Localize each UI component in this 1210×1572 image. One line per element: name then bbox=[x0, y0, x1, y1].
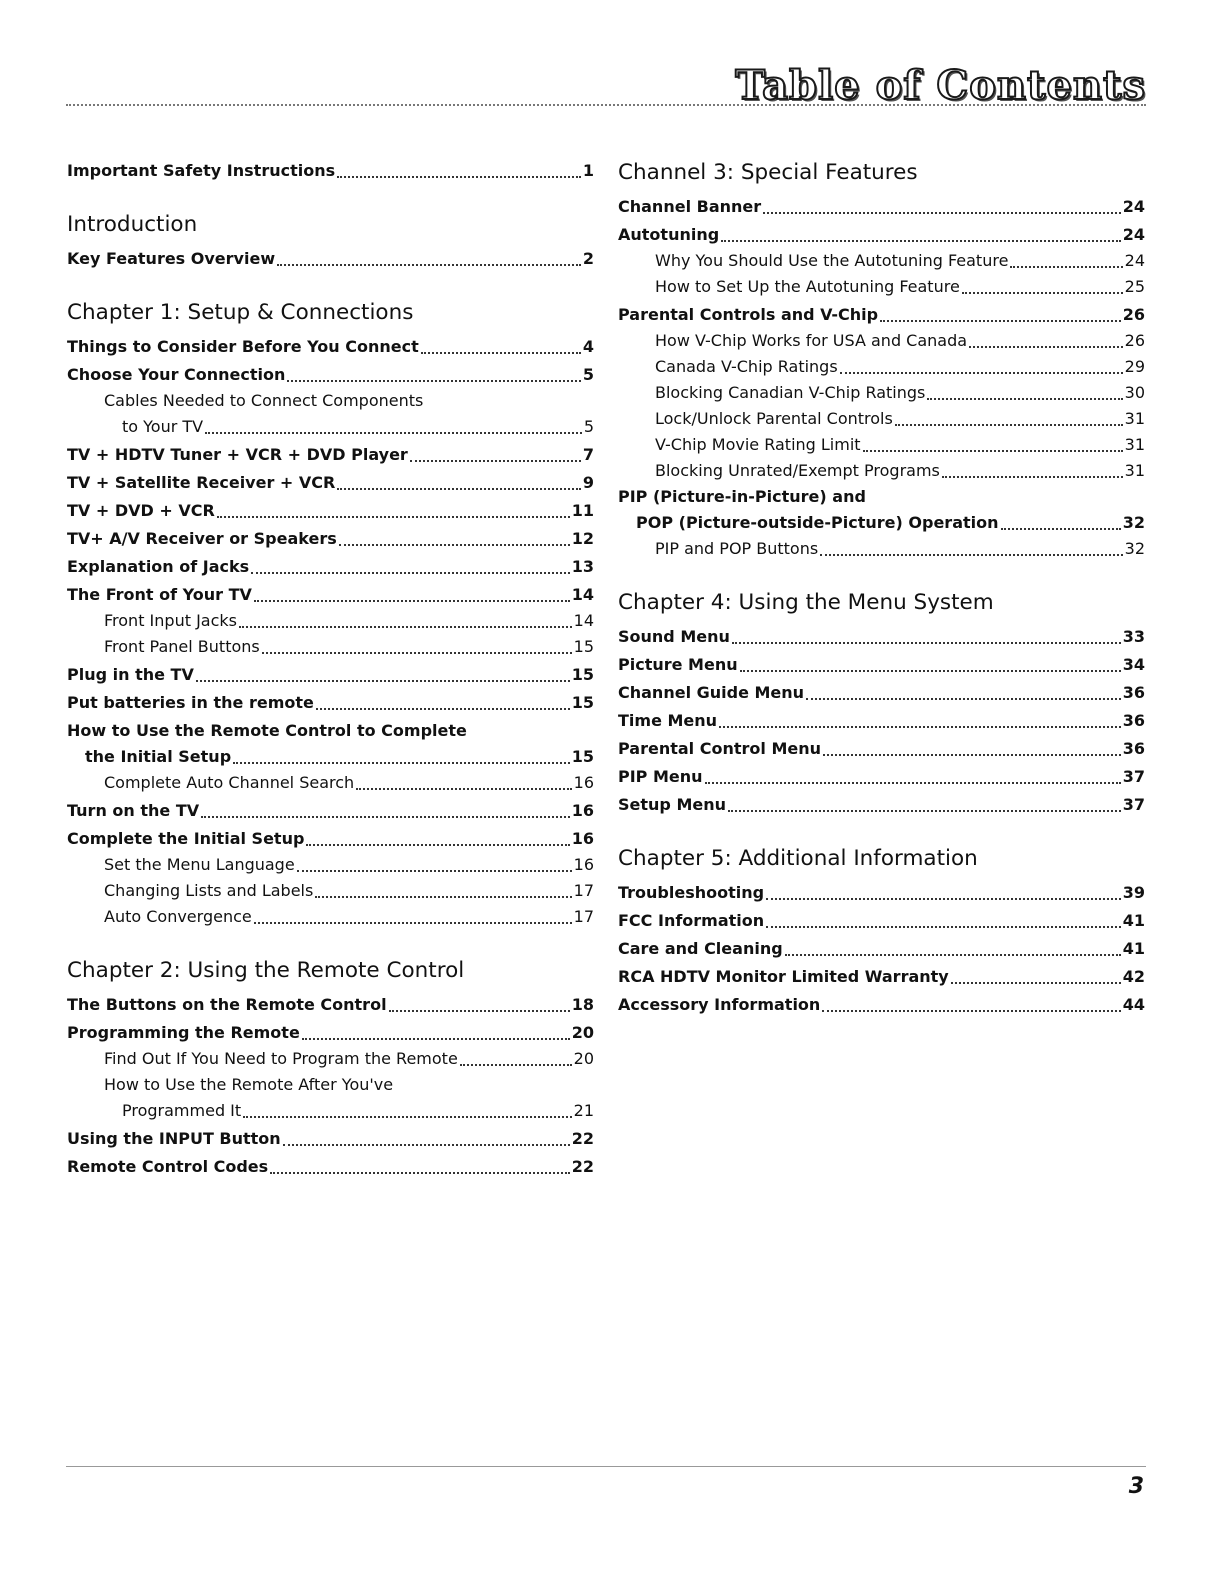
toc-entry-label: Front Input Jacks bbox=[104, 611, 237, 630]
dot-leader bbox=[262, 652, 572, 654]
dot-leader bbox=[389, 1010, 570, 1012]
toc-entry-pip-menu[interactable] bbox=[618, 764, 1145, 790]
toc-entry-pip-pop-operation[interactable] bbox=[618, 510, 1145, 536]
toc-entry-page: 2 bbox=[582, 249, 594, 268]
dot-leader bbox=[297, 870, 572, 872]
section-heading-chapter-3: Channel 3: Special Features bbox=[618, 160, 918, 185]
toc-subentry-auto-search[interactable] bbox=[67, 770, 594, 796]
toc-entry-page: 22 bbox=[571, 1129, 594, 1148]
toc-entry-page: 17 bbox=[573, 907, 594, 926]
toc-entry-sound-menu[interactable] bbox=[618, 624, 1145, 650]
toc-entry-picture-menu[interactable] bbox=[618, 652, 1145, 678]
toc-entry-label: Find Out If You Need to Program the Remote bbox=[104, 1049, 458, 1068]
toc-entry-label: Plug in the TV bbox=[67, 665, 194, 684]
dot-leader bbox=[1010, 266, 1122, 268]
toc-entry-parental-menu[interactable] bbox=[618, 736, 1145, 762]
toc-entry-batteries[interactable] bbox=[67, 690, 594, 716]
toc-entry-label: How V-Chip Works for USA and Canada bbox=[655, 331, 968, 350]
toc-entry-page: 37 bbox=[1122, 767, 1145, 786]
dot-leader bbox=[951, 982, 1121, 984]
toc-entry-page: 33 bbox=[1122, 627, 1145, 646]
toc-entry-label: Put batteries in the remote bbox=[67, 693, 314, 712]
toc-entry-page: 16 bbox=[571, 801, 594, 820]
toc-subentry-blocking-canadian[interactable] bbox=[618, 380, 1145, 406]
toc-entry-av-receiver[interactable] bbox=[67, 526, 594, 552]
dot-leader bbox=[969, 346, 1123, 348]
toc-entry-label: Set the Menu Language bbox=[104, 855, 295, 874]
toc-entry-turn-on[interactable] bbox=[67, 798, 594, 824]
toc-entry-autotuning[interactable] bbox=[618, 222, 1145, 248]
dot-leader bbox=[732, 642, 1121, 644]
toc-entry-label: Channel Banner bbox=[618, 197, 762, 216]
toc-entry-label: Sound Menu bbox=[618, 627, 730, 646]
dot-leader bbox=[927, 398, 1122, 400]
toc-entry-label: Programming the Remote bbox=[67, 1023, 300, 1042]
toc-entry-label: Auto Convergence bbox=[104, 907, 252, 926]
section-heading-chapter-1: Chapter 1: Setup & Connections bbox=[67, 300, 414, 325]
toc-entry-label: Parental Control Menu bbox=[618, 739, 821, 758]
toc-subentry-vchip-works[interactable] bbox=[618, 328, 1145, 354]
dot-leader bbox=[277, 264, 581, 266]
header-divider bbox=[66, 104, 1146, 106]
dot-leader bbox=[705, 782, 1121, 784]
toc-entry-page: 12 bbox=[571, 529, 594, 548]
toc-entry-label: The Buttons on the Remote Control bbox=[67, 995, 387, 1014]
toc-entry-page: 41 bbox=[1122, 911, 1145, 930]
toc-subentry-lists-labels[interactable] bbox=[67, 878, 594, 904]
toc-entry-plug-in[interactable] bbox=[67, 662, 594, 688]
toc-entry-label: Programmed It bbox=[122, 1101, 242, 1120]
dot-leader bbox=[785, 954, 1121, 956]
dot-leader bbox=[806, 698, 1121, 700]
dot-leader bbox=[942, 476, 1123, 478]
toc-entry-dvd-vcr[interactable] bbox=[67, 498, 594, 524]
toc-entry-label: The Front of Your TV bbox=[67, 585, 252, 604]
dot-leader bbox=[721, 240, 1121, 242]
page-number: 3 bbox=[1128, 1474, 1144, 1499]
toc-entry-page: 15 bbox=[573, 637, 594, 656]
toc-entry-page: 16 bbox=[573, 855, 594, 874]
toc-entry-page: 24 bbox=[1122, 197, 1145, 216]
toc-entry-page: 34 bbox=[1122, 655, 1145, 674]
toc-entry-label: Choose Your Connection bbox=[67, 365, 286, 384]
dot-leader bbox=[840, 372, 1123, 374]
dot-leader bbox=[254, 922, 572, 924]
toc-entry-page: 13 bbox=[571, 557, 594, 576]
toc-entry-page: 4 bbox=[582, 337, 594, 356]
toc-entry-satellite[interactable] bbox=[67, 470, 594, 496]
toc-subentry-pip-buttons[interactable] bbox=[618, 536, 1145, 562]
dot-leader bbox=[728, 810, 1121, 812]
toc-entry-label: Why You Should Use the Autotuning Feature bbox=[655, 251, 1009, 270]
toc-entry-page: 29 bbox=[1124, 357, 1145, 376]
dot-leader bbox=[201, 816, 570, 818]
dot-leader bbox=[315, 896, 571, 898]
dot-leader bbox=[302, 1038, 570, 1040]
toc-entry-jacks[interactable] bbox=[67, 554, 594, 580]
toc-entry-label: TV + HDTV Tuner + VCR + DVD Player bbox=[67, 445, 408, 464]
toc-entry-label: Autotuning bbox=[618, 225, 720, 244]
toc-entry-page: 26 bbox=[1124, 331, 1145, 350]
toc-entry-label: Time Menu bbox=[618, 711, 718, 730]
dot-leader bbox=[337, 488, 581, 490]
toc-entry-page: 31 bbox=[1124, 409, 1145, 428]
dot-leader bbox=[766, 926, 1121, 928]
toc-entry-remote-buttons[interactable] bbox=[67, 992, 594, 1018]
toc-entry-page: 14 bbox=[571, 585, 594, 604]
footer-divider bbox=[66, 1466, 1146, 1467]
toc-entry-page: 15 bbox=[571, 665, 594, 684]
toc-entry-input-button[interactable] bbox=[67, 1126, 594, 1152]
dot-leader bbox=[270, 1172, 570, 1174]
toc-entry-key-features[interactable] bbox=[67, 246, 594, 272]
dot-leader bbox=[239, 626, 572, 628]
toc-subentry-setup-autotuning[interactable] bbox=[618, 274, 1145, 300]
dot-leader bbox=[251, 572, 570, 574]
toc-entry-complete-setup[interactable] bbox=[67, 826, 594, 852]
page-title: Table of Contents bbox=[735, 62, 1146, 109]
toc-entry-page: 24 bbox=[1124, 251, 1145, 270]
dot-leader bbox=[766, 898, 1121, 900]
toc-entry-page: 11 bbox=[571, 501, 594, 520]
toc-entry-label: Complete Auto Channel Search bbox=[104, 773, 355, 792]
toc-entry-label: Blocking Canadian V-Chip Ratings bbox=[655, 383, 926, 402]
toc-entry-page: 37 bbox=[1122, 795, 1145, 814]
toc-entry-setup-menu[interactable] bbox=[618, 792, 1145, 818]
toc-entry-howto-line1[interactable]: How to Use the Remote Control to Complete bbox=[67, 721, 467, 740]
toc-left-column bbox=[67, 158, 594, 1180]
toc-subentry-why-autotuning[interactable] bbox=[618, 248, 1145, 274]
toc-entry-page: 20 bbox=[573, 1049, 594, 1068]
toc-entry-page: 16 bbox=[573, 773, 594, 792]
dot-leader bbox=[337, 176, 581, 178]
toc-entry-page: 26 bbox=[1122, 305, 1145, 324]
toc-entry-hdtv-tuner[interactable] bbox=[67, 442, 594, 468]
toc-entry-page: 30 bbox=[1124, 383, 1145, 402]
dot-leader bbox=[421, 352, 581, 354]
toc-entry-pip-line1[interactable]: PIP (Picture-in-Picture) and bbox=[618, 487, 866, 506]
toc-entry-care[interactable] bbox=[618, 936, 1145, 962]
dot-leader bbox=[254, 600, 570, 602]
toc-entry-troubleshooting[interactable] bbox=[618, 880, 1145, 906]
dot-leader bbox=[283, 1144, 570, 1146]
toc-subentry-cables-line1[interactable]: Cables Needed to Connect Components bbox=[104, 391, 424, 410]
toc-entry-guide-menu[interactable] bbox=[618, 680, 1145, 706]
toc-entry-time-menu[interactable] bbox=[618, 708, 1145, 734]
toc-entry-label: Parental Controls and V-Chip bbox=[618, 305, 879, 324]
toc-entry-page: 1 bbox=[582, 161, 594, 180]
toc-entry-label: Lock/Unlock Parental Controls bbox=[655, 409, 893, 428]
dot-leader bbox=[895, 424, 1123, 426]
dot-leader bbox=[863, 450, 1123, 452]
section-heading-introduction: Introduction bbox=[67, 212, 198, 237]
toc-entry-page: 36 bbox=[1122, 711, 1145, 730]
section-heading-chapter-4: Chapter 4: Using the Menu System bbox=[618, 590, 994, 615]
toc-subentry-convergence[interactable] bbox=[67, 904, 594, 930]
toc-entry-page: 20 bbox=[571, 1023, 594, 1042]
toc-subentry-front-input[interactable] bbox=[67, 608, 594, 634]
section-heading-chapter-5: Chapter 5: Additional Information bbox=[618, 846, 978, 871]
toc-entry-initial-setup-remote[interactable] bbox=[67, 744, 594, 770]
toc-entry-label: Picture Menu bbox=[618, 655, 738, 674]
toc-entry-page: 32 bbox=[1122, 513, 1145, 532]
toc-right-column bbox=[618, 158, 1145, 1018]
toc-entry-label: TV + Satellite Receiver + VCR bbox=[67, 473, 336, 492]
toc-entry-label: Canada V-Chip Ratings bbox=[655, 357, 838, 376]
toc-entry-label: FCC Information bbox=[618, 911, 765, 930]
dot-leader bbox=[962, 292, 1123, 294]
toc-subentry-lock-unlock[interactable] bbox=[618, 406, 1145, 432]
toc-entry-choose-connection[interactable] bbox=[67, 362, 594, 388]
toc-entry-page: 21 bbox=[573, 1101, 594, 1120]
dot-leader bbox=[820, 554, 1122, 556]
toc-entry-label: Using the INPUT Button bbox=[67, 1129, 281, 1148]
toc-entry-page: 36 bbox=[1122, 739, 1145, 758]
toc-entry-label: Channel Guide Menu bbox=[618, 683, 805, 702]
toc-entry-fcc[interactable] bbox=[618, 908, 1145, 934]
toc-entry-page: 32 bbox=[1124, 539, 1145, 558]
section-heading-chapter-2: Chapter 2: Using the Remote Control bbox=[67, 958, 465, 983]
dot-leader bbox=[217, 516, 570, 518]
toc-entry-page: 5 bbox=[582, 365, 594, 384]
toc-entry-label: RCA HDTV Monitor Limited Warranty bbox=[618, 967, 949, 986]
toc-entry-page: 31 bbox=[1124, 461, 1145, 480]
toc-entry-page: 42 bbox=[1122, 967, 1145, 986]
toc-subentry-programmed-it[interactable] bbox=[67, 1098, 594, 1124]
toc-entry-label: Troubleshooting bbox=[618, 883, 765, 902]
toc-entry-label: Front Panel Buttons bbox=[104, 637, 260, 656]
toc-entry-safety[interactable] bbox=[67, 158, 594, 184]
toc-entry-label: Key Features Overview bbox=[67, 249, 276, 268]
toc-subentry-find-out[interactable] bbox=[67, 1046, 594, 1072]
toc-entry-things-to-consider[interactable] bbox=[67, 334, 594, 360]
toc-subentry-cables[interactable] bbox=[67, 414, 594, 440]
toc-subentry-front-panel[interactable] bbox=[67, 634, 594, 660]
toc-entry-page: 16 bbox=[571, 829, 594, 848]
toc-entry-page: 44 bbox=[1122, 995, 1145, 1014]
toc-entry-parental-controls[interactable] bbox=[618, 302, 1145, 328]
toc-entry-label: Turn on the TV bbox=[67, 801, 200, 820]
toc-entry-label: Care and Cleaning bbox=[618, 939, 783, 958]
dot-leader bbox=[306, 844, 569, 846]
toc-entry-page: 41 bbox=[1122, 939, 1145, 958]
toc-entry-label: to Your TV bbox=[122, 417, 204, 436]
toc-subentry-menu-language[interactable] bbox=[67, 852, 594, 878]
dot-leader bbox=[410, 460, 581, 462]
toc-entry-programming[interactable] bbox=[67, 1020, 594, 1046]
toc-entry-page: 24 bbox=[1122, 225, 1145, 244]
toc-entry-label: Changing Lists and Labels bbox=[104, 881, 314, 900]
toc-entry-front-of-tv[interactable] bbox=[67, 582, 594, 608]
dot-leader bbox=[287, 380, 580, 382]
dot-leader bbox=[1001, 528, 1121, 530]
dot-leader bbox=[356, 788, 571, 790]
toc-entry-warranty[interactable] bbox=[618, 964, 1145, 990]
toc-entry-page: 15 bbox=[571, 747, 594, 766]
dot-leader bbox=[823, 754, 1121, 756]
toc-entry-label: Complete the Initial Setup bbox=[67, 829, 305, 848]
toc-entry-page: 22 bbox=[571, 1157, 594, 1176]
dot-leader bbox=[740, 670, 1121, 672]
toc-entry-page: 5 bbox=[583, 417, 594, 436]
toc-entry-label: TV + DVD + VCR bbox=[67, 501, 215, 520]
dot-leader bbox=[196, 680, 570, 682]
toc-subentry-after-line1[interactable]: How to Use the Remote After You've bbox=[104, 1075, 394, 1094]
dot-leader bbox=[822, 1010, 1120, 1012]
dot-leader bbox=[316, 708, 570, 710]
toc-subentry-movie-limit[interactable] bbox=[618, 432, 1145, 458]
dot-leader bbox=[763, 212, 1121, 214]
dot-leader bbox=[719, 726, 1121, 728]
toc-entry-page: 31 bbox=[1124, 435, 1145, 454]
toc-entry-page: 17 bbox=[573, 881, 594, 900]
toc-entry-label: Remote Control Codes bbox=[67, 1157, 269, 1176]
toc-entry-label: Setup Menu bbox=[618, 795, 726, 814]
toc-entry-page: 7 bbox=[582, 445, 594, 464]
toc-entry-page: 14 bbox=[573, 611, 594, 630]
toc-entry-page: 36 bbox=[1122, 683, 1145, 702]
dot-leader bbox=[243, 1116, 571, 1118]
toc-entry-label: TV+ A/V Receiver or Speakers bbox=[67, 529, 337, 548]
toc-entry-label: PIP Menu bbox=[618, 767, 703, 786]
toc-entry-page: 25 bbox=[1124, 277, 1145, 296]
dot-leader bbox=[205, 432, 582, 434]
toc-entry-label: Blocking Unrated/Exempt Programs bbox=[655, 461, 940, 480]
toc-subentry-unrated[interactable] bbox=[618, 458, 1145, 484]
dot-leader bbox=[233, 762, 570, 764]
toc-entry-label: How to Set Up the Autotuning Feature bbox=[655, 277, 960, 296]
toc-entry-label: Accessory Information bbox=[618, 995, 821, 1014]
toc-entry-label: V-Chip Movie Rating Limit bbox=[655, 435, 861, 454]
toc-entry-label: Explanation of Jacks bbox=[67, 557, 250, 576]
toc-entry-remote-codes[interactable] bbox=[67, 1154, 594, 1180]
toc-subentry-canada-ratings[interactable] bbox=[618, 354, 1145, 380]
dot-leader bbox=[339, 544, 570, 546]
toc-entry-channel-banner[interactable] bbox=[618, 194, 1145, 220]
toc-entry-page: 18 bbox=[571, 995, 594, 1014]
toc-entry-label: the Initial Setup bbox=[85, 747, 232, 766]
toc-entry-label: PIP and POP Buttons bbox=[655, 539, 819, 558]
toc-entry-page: 39 bbox=[1122, 883, 1145, 902]
toc-entry-label: POP (Picture-outside-Picture) Operation bbox=[636, 513, 999, 532]
toc-entry-label: Important Safety Instructions bbox=[67, 161, 336, 180]
toc-entry-accessory[interactable] bbox=[618, 992, 1145, 1018]
toc-entry-page: 9 bbox=[582, 473, 594, 492]
dot-leader bbox=[460, 1064, 572, 1066]
toc-entry-page: 15 bbox=[571, 693, 594, 712]
dot-leader bbox=[880, 320, 1121, 322]
toc-entry-label: Things to Consider Before You Connect bbox=[67, 337, 419, 356]
